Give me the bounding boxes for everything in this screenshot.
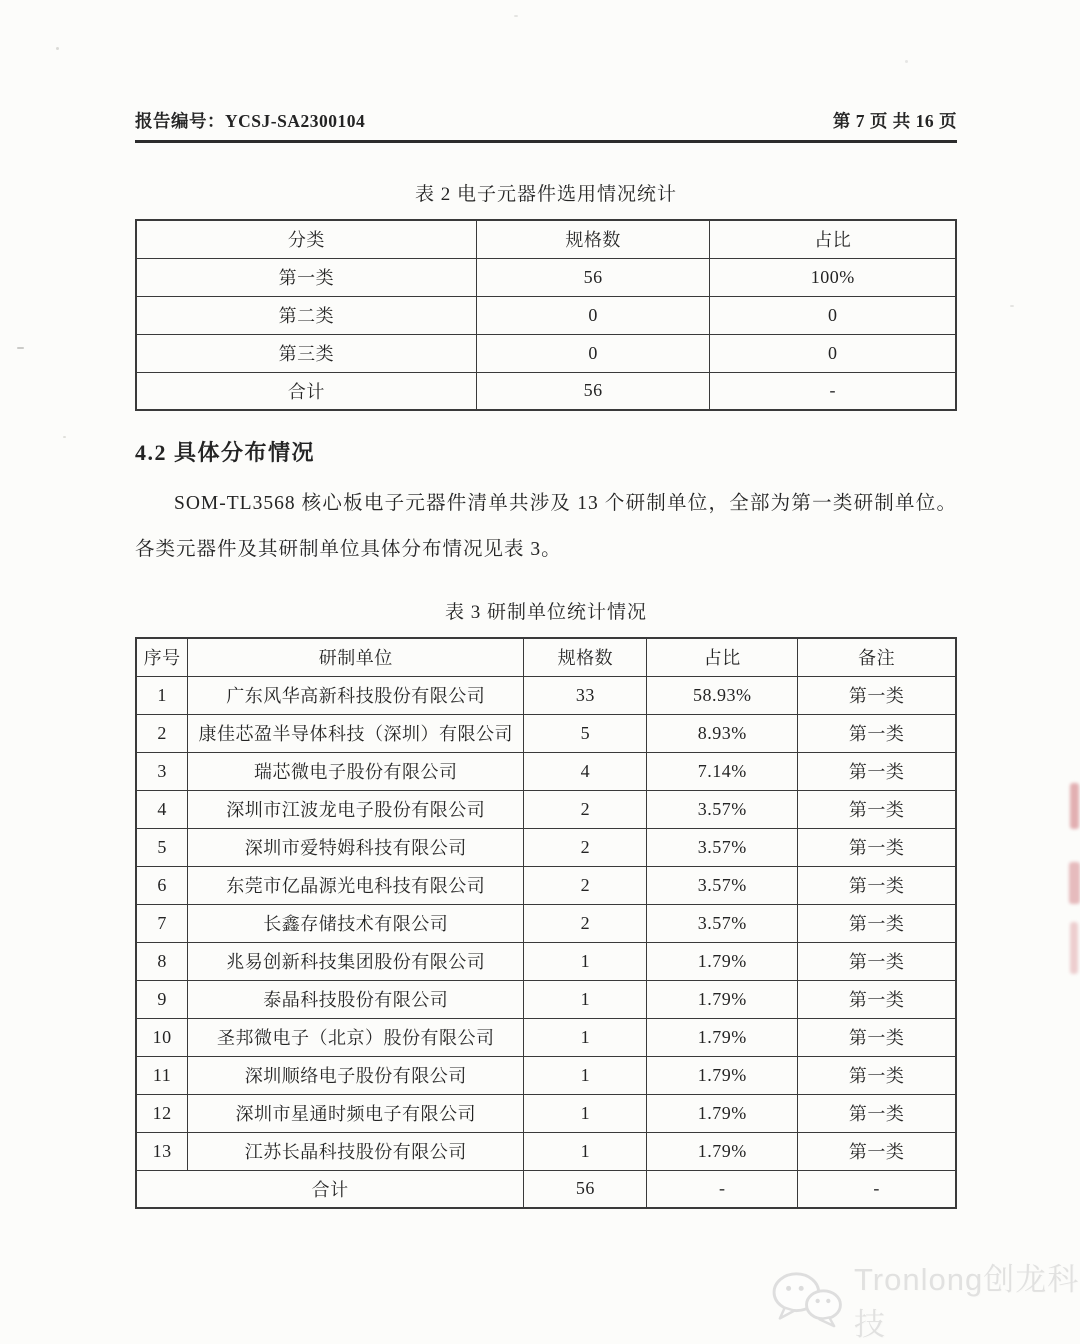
table-cell: 0 [476,296,710,334]
table-cell: 0 [476,334,710,372]
table-cell: 东莞市亿晶源光电科技有限公司 [188,866,524,904]
table-cell: 深圳市爱特姆科技有限公司 [188,828,524,866]
table-cell: 2 [524,790,647,828]
table-cell: 10 [136,1018,188,1056]
table-cell: 1 [524,1094,647,1132]
table-header-cell: 占比 [647,638,798,676]
table-cell: 1 [524,942,647,980]
table-cell: 合计 [136,372,476,410]
table-row [136,904,956,942]
table-cell: 13 [136,1132,188,1170]
table2-head [136,220,956,258]
table-cell: 第一类 [798,752,956,790]
table-cell: 5 [136,828,188,866]
table-header-cell: 规格数 [524,638,647,676]
table-header-cell: 序号 [136,638,188,676]
table-header-row [136,638,956,676]
scan-speck [17,347,24,349]
table-cell: 第一类 [798,676,956,714]
table-row [136,790,956,828]
table-cell: 2 [524,828,647,866]
table3-head [136,638,956,676]
table-cell: 58.93% [647,676,798,714]
table-row [136,1018,956,1056]
table-row [136,372,956,410]
table-cell: 第一类 [798,904,956,942]
watermark-text: Tronlong创龙科技 [854,1262,1080,1342]
table-row [136,828,956,866]
table-cell: 1 [524,1056,647,1094]
table-cell: 第一类 [798,714,956,752]
footer-watermark [768,1254,1080,1344]
table-row [136,296,956,334]
table-cell: 第一类 [798,1132,956,1170]
table-cell: 4 [524,752,647,790]
table-cell: 圣邦微电子（北京）股份有限公司 [188,1018,524,1056]
table-cell: 1.79% [647,1056,798,1094]
table-cell: 1.79% [647,1018,798,1056]
table-cell: 56 [524,1170,647,1208]
table-cell: 3.57% [647,790,798,828]
table-cell: 56 [476,372,710,410]
table3-foot [136,1170,956,1208]
scan-speck [56,47,59,50]
table-cell: 1.79% [647,980,798,1018]
table-cell: 9 [136,980,188,1018]
table-cell: 第二类 [136,296,476,334]
table-cell: 广东风华高新科技股份有限公司 [188,676,524,714]
table-cell: 1.79% [647,1094,798,1132]
table-cell: 1 [524,980,647,1018]
table-row [136,676,956,714]
table-cell: 1 [524,1132,647,1170]
table-cell: 第一类 [798,980,956,1018]
table-cell: - [710,372,956,410]
table-cell: 12 [136,1094,188,1132]
table-cell: 第一类 [798,828,956,866]
table-cell: 深圳顺络电子股份有限公司 [188,1056,524,1094]
table-cell: 7 [136,904,188,942]
report-number: 报告编号：YCSJ-SA2300104 [135,111,366,131]
table-cell: 1 [524,1018,647,1056]
table-cell: 0 [710,334,956,372]
scan-speck [1010,305,1014,307]
table-header-cell: 研制单位 [188,638,524,676]
table-cell: 5 [524,714,647,752]
table-header-cell: 占比 [710,220,956,258]
red-stamp-remnant [1070,783,1079,829]
table-cell: 康佳芯盈半导体科技（深圳）有限公司 [188,714,524,752]
table-row [136,752,956,790]
table-row [136,980,956,1018]
table-cell: 泰晶科技股份有限公司 [188,980,524,1018]
scan-speck [63,436,66,438]
table-cell: 深圳市江波龙电子股份有限公司 [188,790,524,828]
scan-speck [514,15,518,17]
body-paragraph: SOM-TL3568 核心板电子元器件清单共涉及 13 个研制单位，全部为第一类研制单位。各类元器件及其研制单位具体分布情况见表 3。 [135,493,957,560]
table-cell: 瑞芯微电子股份有限公司 [188,752,524,790]
table-cell: 江苏长晶科技股份有限公司 [188,1132,524,1170]
table-header-cell: 分类 [136,220,476,258]
table-cell: 兆易创新科技集团股份有限公司 [188,942,524,980]
table-cell: 深圳市星通时频电子有限公司 [188,1094,524,1132]
table-header-cell: 规格数 [476,220,710,258]
table-cell: 56 [476,258,710,296]
table-cell: 第一类 [798,942,956,980]
table-cell: 第一类 [798,866,956,904]
page-number: 第 7 页 共 16 页 [832,111,957,131]
table-total-row [136,1170,956,1208]
table2-body [136,258,956,410]
table-header-row [136,220,956,258]
wechat-logo-icon [768,1268,846,1330]
table-cell: 3.57% [647,828,798,866]
table-row [136,334,956,372]
table-row [136,1094,956,1132]
table-cell: 4 [136,790,188,828]
table-cell: 3 [136,752,188,790]
table-row [136,714,956,752]
table-cell: 2 [136,714,188,752]
table-cell: 100% [710,258,956,296]
table-row [136,1056,956,1094]
table-row [136,866,956,904]
table-cell: 11 [136,1056,188,1094]
table-cell: 第一类 [798,1056,956,1094]
table-row [136,258,956,296]
table-cell: 第一类 [136,258,476,296]
table-cell: 2 [524,904,647,942]
table3-manufacturer-stats [135,637,957,1209]
table-cell: 33 [524,676,647,714]
table-cell: 8.93% [647,714,798,752]
page-header [135,108,957,143]
table-cell: 3.57% [647,866,798,904]
table-row [136,1132,956,1170]
table-cell: 1.79% [647,1132,798,1170]
table-cell: 6 [136,866,188,904]
table-cell: - [647,1170,798,1208]
table-cell: 0 [710,296,956,334]
table-cell: 8 [136,942,188,980]
table2-component-selection [135,219,957,411]
page-content [135,0,957,1209]
table-cell: 长鑫存储技术有限公司 [188,904,524,942]
scan-speck [905,60,908,63]
table-cell: 3.57% [647,904,798,942]
table3-title: 表 3 研制单位统计情况 [444,602,647,623]
table-header-cell: 备注 [798,638,956,676]
red-stamp-remnant [1070,922,1078,974]
table-cell: 1 [136,676,188,714]
table-cell: 1.79% [647,942,798,980]
table-cell: 第一类 [798,1094,956,1132]
table-cell: 合计 [136,1170,524,1208]
section-heading: 4.2 具体分布情况 [135,440,316,465]
table-cell: 第三类 [136,334,476,372]
table-row [136,942,956,980]
table-cell: 7.14% [647,752,798,790]
table-cell: - [798,1170,956,1208]
table3-body [136,676,956,1170]
red-stamp-remnant [1069,862,1080,904]
table-cell: 第一类 [798,1018,956,1056]
table-cell: 第一类 [798,790,956,828]
table2-title: 表 2 电子元器件选用情况统计 [414,184,677,205]
table-cell: 2 [524,866,647,904]
